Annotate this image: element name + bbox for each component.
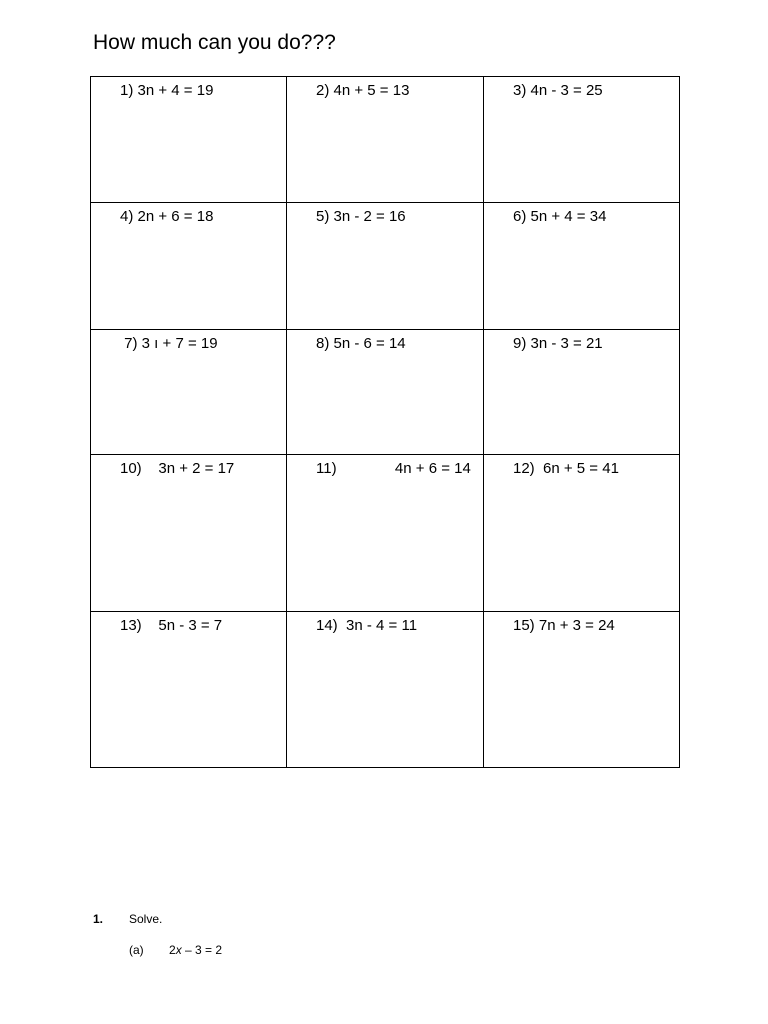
equation-text: 7) 3 ı + 7 = 19 [120,334,218,352]
equation-cell [484,203,680,329]
equation-cell [287,329,484,454]
grid-row [91,455,680,611]
equation-text: 12) 6n + 5 = 41 [513,460,619,478]
equation-text: 13) 5n - 3 = 7 [120,616,223,634]
grid-row [91,329,680,454]
equation-text: 11) 4n + 6 = 14 [316,460,471,478]
grid-row [91,77,680,203]
equation-text: 2) 4n + 5 = 13 [316,82,410,99]
equation-text: 4) 2n + 6 = 18 [120,208,214,226]
equation-text: 1) 3n + 4 = 19 [120,82,214,99]
equation-cell [91,455,287,611]
equation-remainder: – 3 = 2 [181,943,223,957]
equation-cell [287,203,484,329]
equation-text: 10) 3n + 2 = 17 [120,460,235,478]
equation-text: 3) 4n - 3 = 25 [513,82,603,99]
equation-cell [91,329,287,454]
equation-cell [287,77,484,203]
equation-cell [287,611,484,767]
equation-cell [287,455,484,611]
equation-cell [484,611,680,767]
question-part-label: (a) [129,943,144,957]
equation-cell [484,77,680,203]
equation-cell [484,455,680,611]
equation-cell [91,203,287,329]
equation-cell [484,329,680,454]
question-part-equation [169,943,222,958]
question-instruction: Solve. [129,912,163,926]
page-title: How much can you do??? [93,31,336,54]
grid-row [91,611,680,767]
equation-variable: x [175,943,182,957]
equation-text: 6) 5n + 4 = 34 [513,208,607,226]
equation-text: 8) 5n - 6 = 14 [316,334,406,352]
equation-cell [91,611,287,767]
equations-grid [90,76,680,768]
question-number: 1. [93,912,104,926]
equation-text: 14) 3n - 4 = 11 [316,616,418,634]
equation-cell [91,77,287,203]
grid-row [91,203,680,329]
equation-text: 15) 7n + 3 = 24 [513,616,615,634]
equation-coefficient: 2 [169,943,176,957]
equation-text: 9) 3n - 3 = 21 [513,334,603,352]
equation-text: 5) 3n - 2 = 16 [316,208,406,226]
